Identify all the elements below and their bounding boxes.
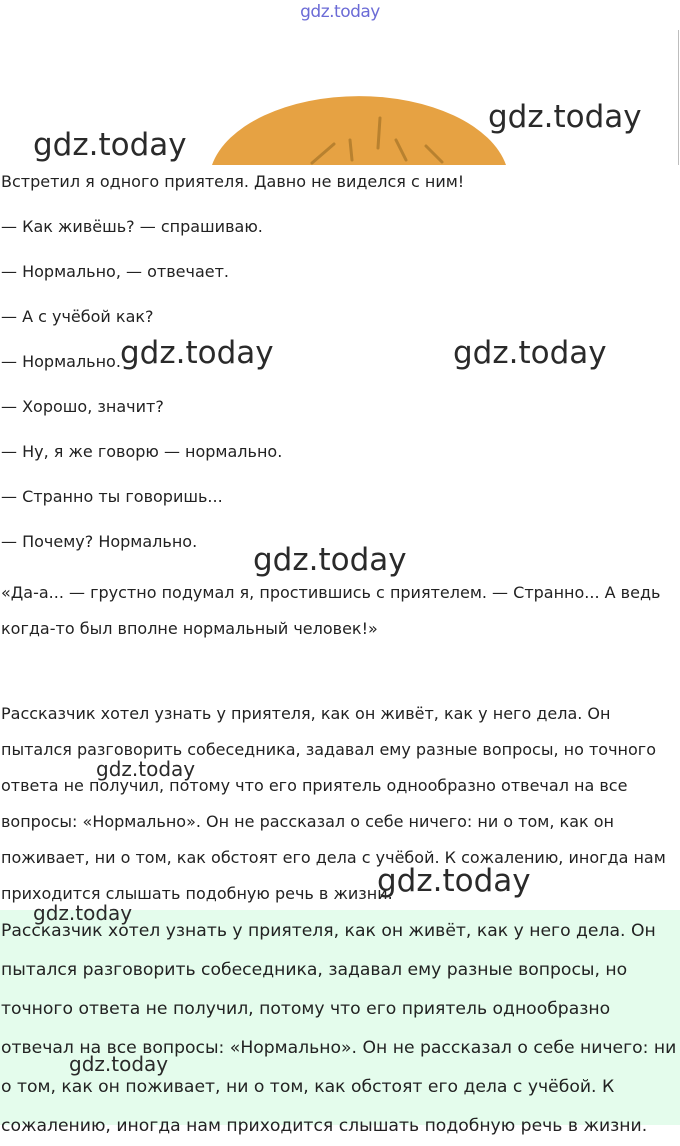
dialog-line: — Хорошо, значит? (1, 397, 164, 416)
highlighted-answer-box (0, 910, 680, 1136)
watermark: gdz.today (96, 757, 196, 781)
dialog-line: — Как живёшь? — спрашиваю. (1, 217, 263, 236)
dialog-line: — Ну, я же говорю — нормально. (1, 442, 283, 461)
watermark: gdz.today (33, 901, 133, 925)
watermark: gdz.today (120, 335, 274, 371)
site-logo-text: gdz.today (300, 2, 380, 22)
answer-paragraph: Рассказчик хотел узнать у приятеля, как он живёт, как у него дела. Он пытался разговорить собеседника, задавал ему разные вопросы, но точного ответа не получил, потому что его приятель однообразно отвечал на все вопросы: «Нормально». Он не рассказал о себе ничего: ни о том, как он поживает, ни о том, как обстоят его дела с учёбой. К сожалению, иногда нам приходится слышать подобную речь в жизни. (1, 704, 666, 903)
dialog-line: — А с учёбой как? (1, 307, 154, 326)
watermark: gdz.today (488, 99, 642, 135)
watermark: gdz.today (33, 127, 187, 163)
watermark: gdz.today (253, 542, 407, 578)
sun-ray (350, 140, 352, 160)
watermark: gdz.today (453, 335, 607, 371)
sun-half-shape (212, 96, 506, 165)
watermark: gdz.today (377, 863, 531, 899)
watermark: gdz.today (69, 1052, 169, 1076)
dialog-line: — Нормально. (1, 352, 121, 371)
dialog-line: — Странно ты говоришь... (1, 487, 223, 506)
closing-paragraph: «Да-а... — грустно подумал я, простившись с приятелем. — Странно... А ведь когда-то был вполне нормальный человек!» (1, 583, 661, 638)
divider (678, 30, 679, 165)
sun-ray (378, 118, 380, 148)
highlighted-answer-paragraph: Рассказчик хотел узнать у приятеля, как он живёт, как у него дела. Он пытался разговорить собеседника, задавал ему разные вопросы, но точного ответа не получил, потому что его приятель однообразно отвечал на все вопросы: «Нормально». Он не рассказал о себе ничего: ни о том, как он поживает, ни о том, как обстоят его дела с учёбой. К сожалению, иногда нам приходится слышать подобную речь в жизни. (1, 921, 677, 1136)
dialog-line: — Нормально, — отвечает. (1, 262, 229, 281)
intro-text: Встретил я одного приятеля. Давно не виделся с ним! (1, 172, 465, 191)
sun-half-icon (200, 70, 520, 165)
dialog-line: — Почему? Нормально. (1, 532, 198, 551)
